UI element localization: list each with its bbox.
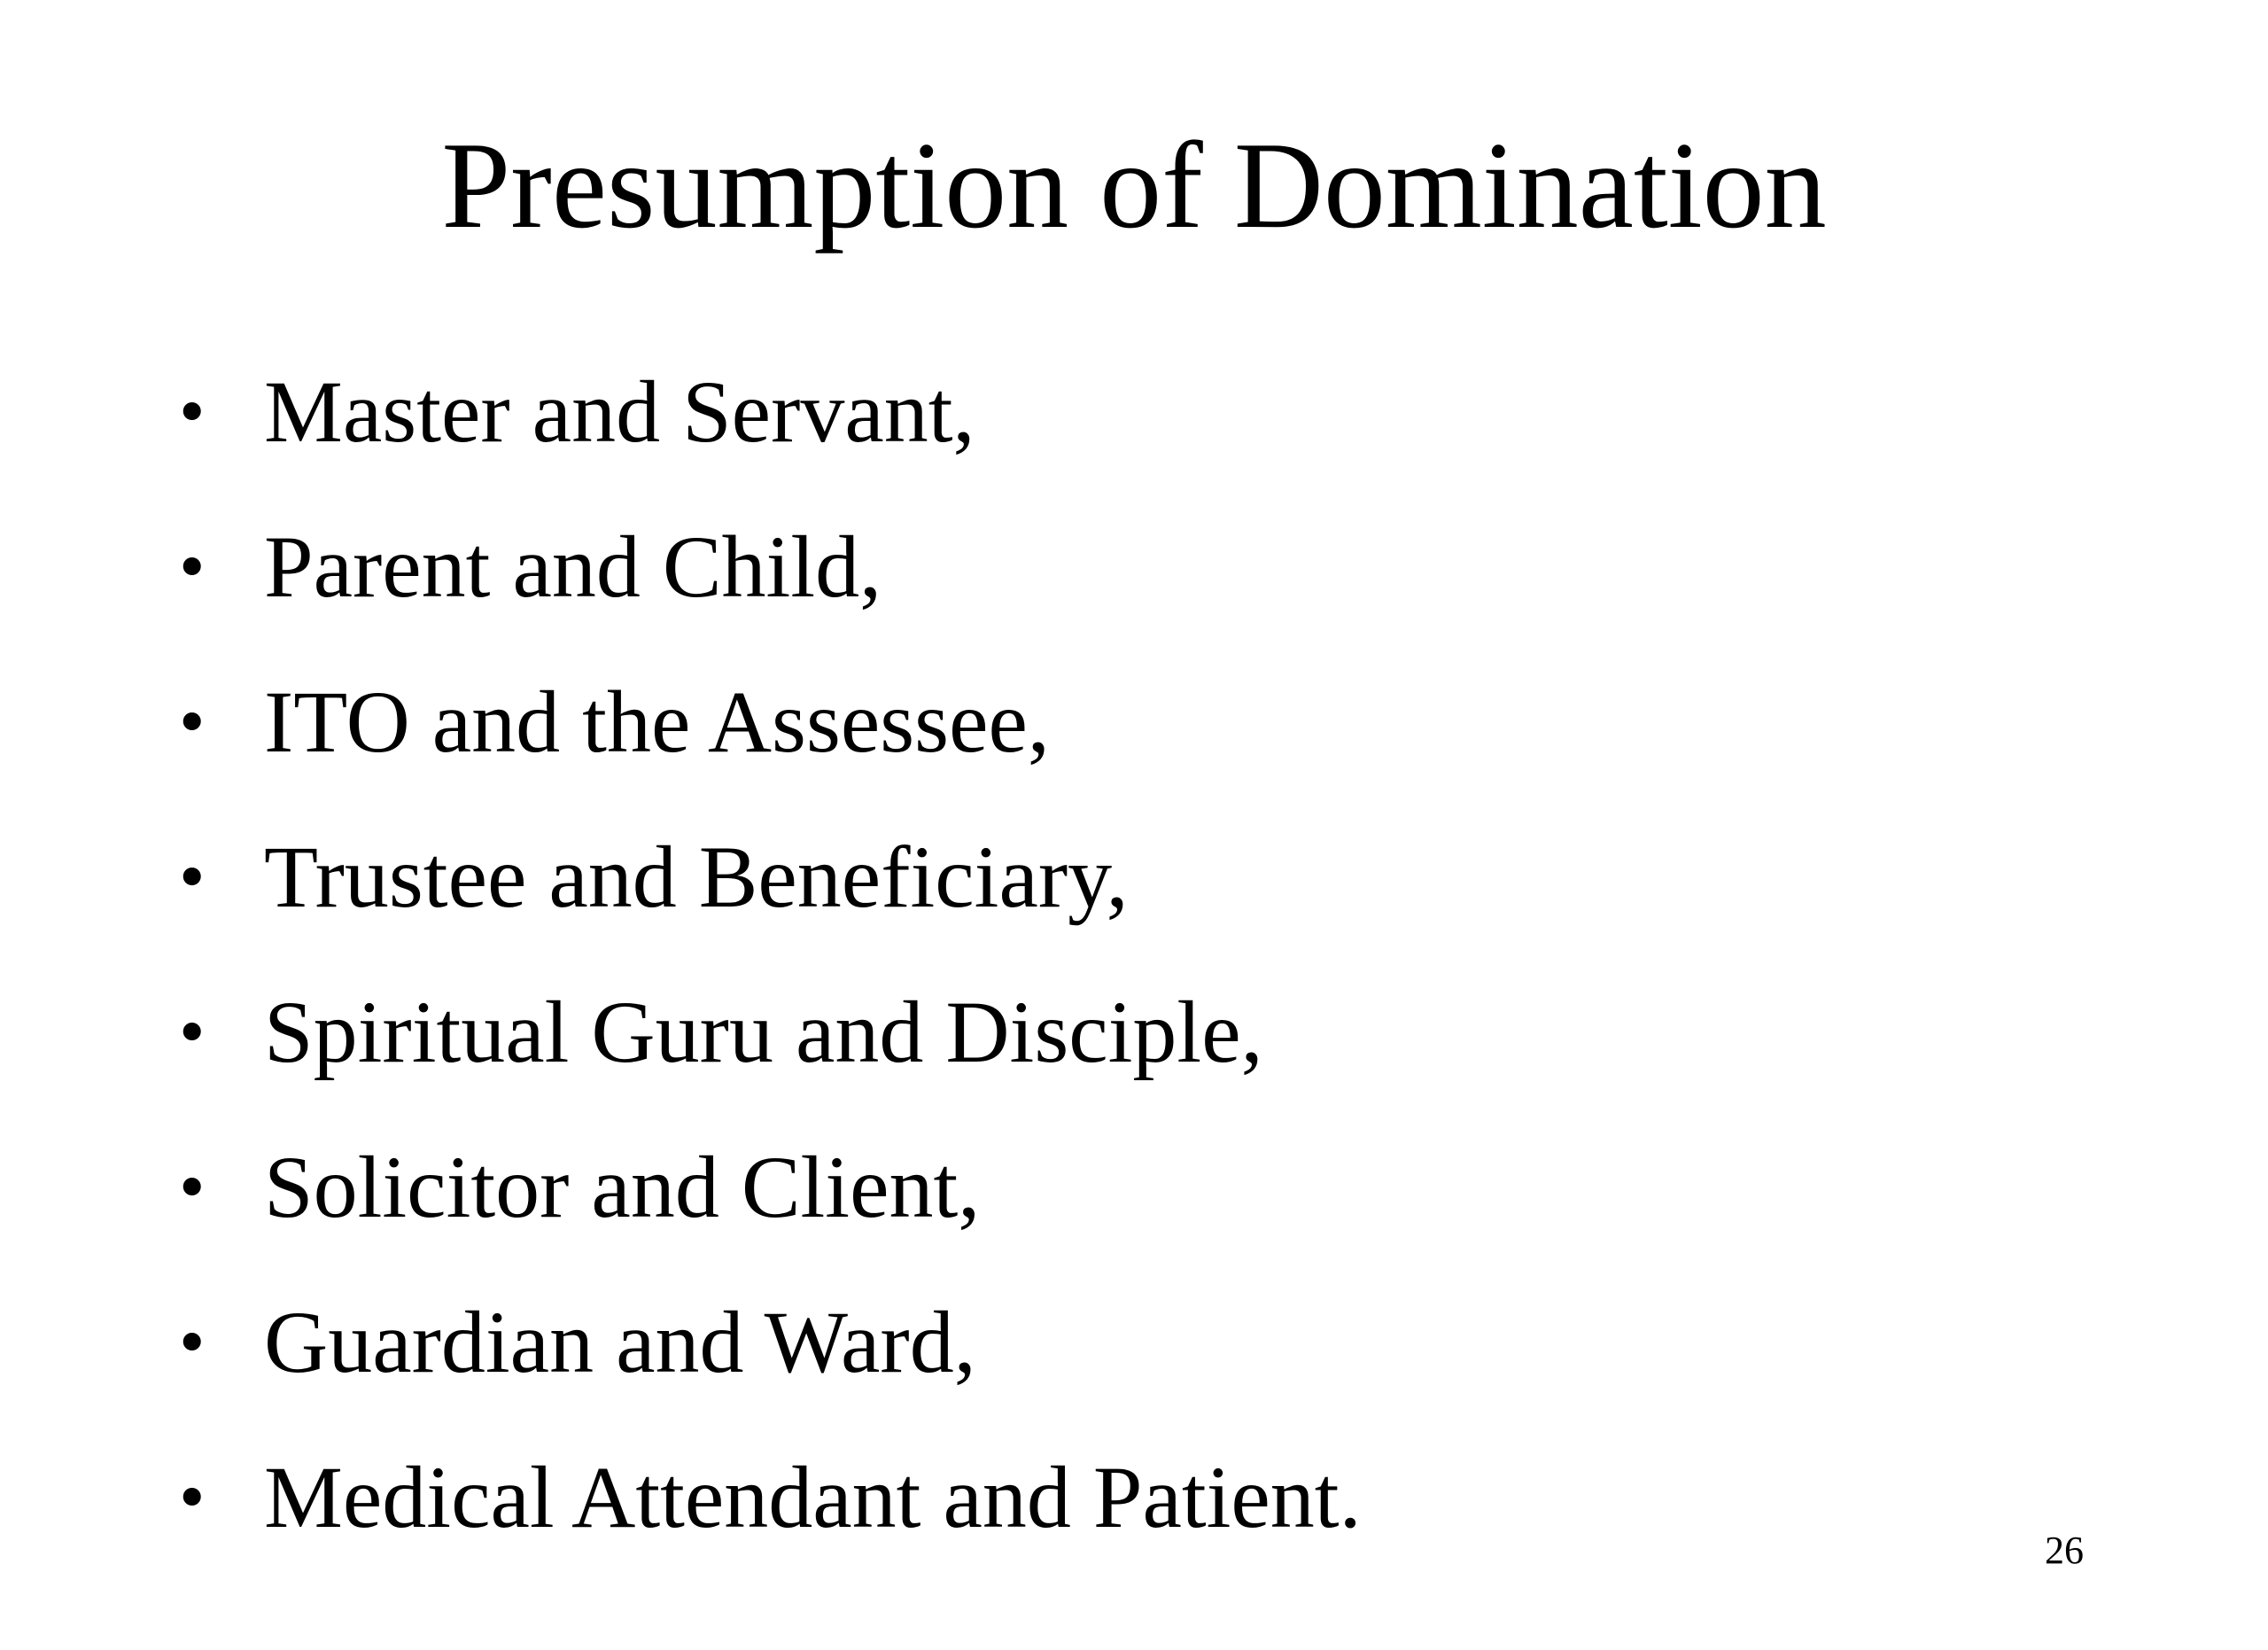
bullet-item bbox=[177, 975, 1362, 1130]
bullet-icon: • bbox=[179, 525, 206, 608]
bullet-text: Medical Attendant and Patient. bbox=[264, 1448, 1362, 1546]
page-number: 26 bbox=[2045, 1529, 2084, 1572]
bullet-item bbox=[177, 1285, 1362, 1440]
bullet-text: Master and Servant, bbox=[264, 362, 975, 461]
bullet-item bbox=[177, 354, 1362, 510]
bullet-icon: • bbox=[179, 836, 206, 918]
bullet-icon: • bbox=[179, 1146, 206, 1228]
bullet-icon: • bbox=[179, 370, 206, 453]
bullet-text: Trustee and Beneficiary, bbox=[264, 828, 1129, 926]
bullet-icon: • bbox=[179, 1456, 206, 1538]
bullet-text: Spiritual Guru and Disciple, bbox=[264, 983, 1263, 1081]
bullet-text: Solicitor and Client, bbox=[264, 1138, 981, 1236]
slide-title: Presumption of Domination bbox=[441, 117, 1827, 254]
bullet-text: ITO and the Assessee, bbox=[264, 673, 1050, 771]
bullet-icon: • bbox=[179, 991, 206, 1073]
bullet-item bbox=[177, 510, 1362, 665]
bullet-icon: • bbox=[179, 681, 206, 763]
bullet-text: Parent and Child, bbox=[264, 518, 882, 616]
bullet-item bbox=[177, 665, 1362, 820]
bullet-text: Guardian and Ward, bbox=[264, 1293, 976, 1391]
bullet-item bbox=[177, 1130, 1362, 1285]
bullet-item bbox=[177, 1440, 1362, 1595]
bullet-icon: • bbox=[179, 1301, 206, 1383]
bullet-item bbox=[177, 820, 1362, 975]
bullet-list bbox=[177, 354, 1362, 1595]
